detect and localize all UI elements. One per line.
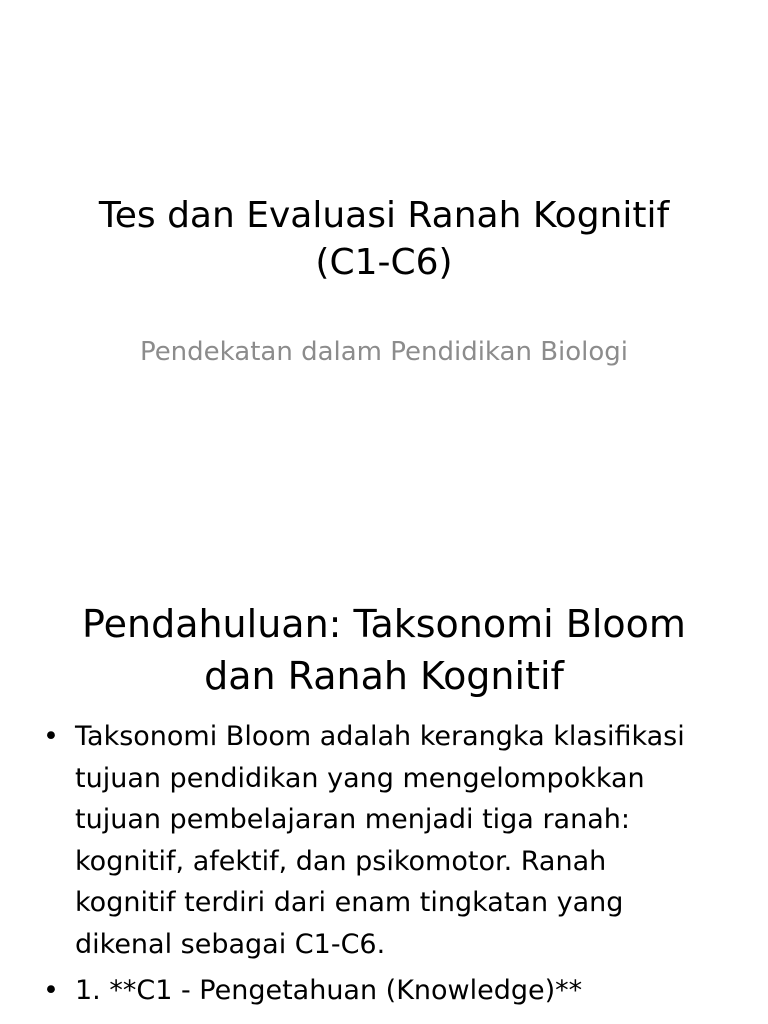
title-line-2: (C1-C6) (315, 242, 453, 283)
bullet-text: 1. **C1 - Pengetahuan (Knowledge)** (75, 975, 583, 1006)
presentation-subtitle: Pendekatan dalam Pendidikan Biologi (139, 337, 629, 367)
bullet-list (40, 716, 700, 1017)
bullet-text: Taksonomi Bloom adalah kerangka klasifikasi tujuan pendidikan yang mengelompokkan tujuan pembelajaran menjadi tiga ranah: kognitif, afektif, dan psikomotor. Ranah kognitif terdiri dari enam tingkatan yang dikenal sebagai C1-C6. (75, 721, 685, 960)
bullet-item (40, 970, 700, 1012)
heading-line-1: Pendahuluan: Taksonomi Bloom (82, 602, 686, 646)
bullet-dot-icon: • (43, 721, 59, 752)
heading-line-2: dan Ranah Kognitif (204, 654, 564, 698)
presentation-title (40, 192, 728, 286)
bullet-dot-icon: • (43, 975, 59, 1006)
title-line-1: Tes dan Evaluasi Ranah Kognitif (98, 195, 670, 236)
slide-heading (40, 598, 728, 702)
slide-introduction (0, 576, 768, 1024)
bullet-item (40, 716, 700, 965)
